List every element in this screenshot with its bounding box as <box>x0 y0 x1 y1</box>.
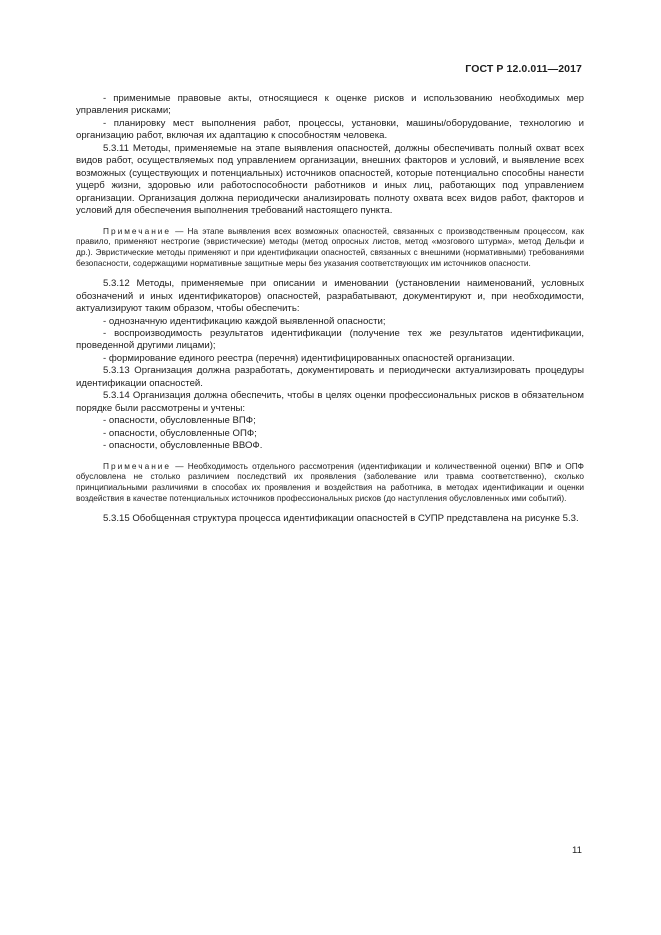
note-1 <box>76 226 584 270</box>
list-item: - опасности, обусловленные ВВОФ. <box>103 440 263 452</box>
note-text: — Необходимость отдельного рассмотрения (идентификации и количественной оценки) ВПФ и ОПФ обусловлена не столько различием последствий их проявления (заболевание или травма соответственно), сколько принципиальными различиями в способах их проявления и воздействия на работника, в методах идентификации и оценки воздействия в качестве потенциальных источников профессиональных рисков (до наступления обусловленных ими событий). <box>76 460 584 504</box>
note-label: Примечание <box>103 225 172 236</box>
document-body <box>76 93 584 526</box>
clause-5-3-14: 5.3.14 Организация должна обеспечить, чтобы в целях оценки профессиональных рисков в обязательном порядке были рассмотрены и учтены: <box>76 390 584 414</box>
list-item: - формирование единого реестра (перечня) идентифицированных опасностей организации. <box>103 352 515 364</box>
note-2 <box>76 461 584 505</box>
page-number: 11 <box>572 845 582 856</box>
clause-5-3-12: 5.3.12 Методы, применяемые при описании и именовании (установлении наименований, условных обозначений и иных идентификаторов) опасностей, разрабатывают, документируют и, при необходимости, актуализируют таким образом, чтобы обеспечить: <box>76 278 584 315</box>
note-label: Примечание <box>103 460 172 471</box>
clause-5-3-13: 5.3.13 Организация должна разработать, документировать и периодически актуализировать процедуры идентификации опасностей. <box>76 365 584 389</box>
list-item: - применимые правовые акты, относящиеся к оценке рисков и использованию необходимых мер управления рисками; <box>76 93 584 117</box>
list-item: - опасности, обусловленные ВПФ; <box>103 415 256 427</box>
list-item: - однозначную идентификацию каждой выявленной опасности; <box>103 315 386 327</box>
list-item: - воспроизводимость результатов идентификации (получение тех же результатов идентификации, проведенной другими лицами); <box>76 327 584 352</box>
list-item: - планировку мест выполнения работ, процессы, установки, машины/оборудование, технологию и организацию работ, включая их адаптацию к способностям человека. <box>76 117 584 142</box>
clause-5-3-11: 5.3.11 Методы, применяемые на этапе выявления опасностей, должны обеспечивать полный охват всех видов работ, осуществляемых под управлением организации, внешних факторов и условий, и выявление всех возможных (существующих и потенциальных) источников опасностей, которые потенциально способны нанести ущерб жизни, здоровью или работоспособности работников и иных лиц, работающих под управлением организации. Организация должна периодически анализировать полноту охвата всех видов работ, факторов и условий для обеспечения выполнения требований настоящего пункта. <box>76 142 584 217</box>
list-item: - опасности, обусловленные ОПФ; <box>103 427 257 439</box>
clause-5-3-15: 5.3.15 Обобщенная структура процесса идентификации опасностей в СУПР представлена на рисунке 5.3. <box>103 513 579 525</box>
note-text: — На этапе выявления всех возможных опасностей, связанных с производственным процессом, как правило, применяют нестрогие (эвристические) методы (метод опросных листов, метод «мозгового штурма», метод Дельфи и др.). Эвристические методы применяют и при идентификации опасностей, связанных с внешними (нормативными) требованиями безопасности, содержащими нормативные защитные меры без указания соответствующих им источников опасности. <box>76 225 584 269</box>
document-header-code: ГОСТ Р 12.0.011—2017 <box>465 63 582 75</box>
